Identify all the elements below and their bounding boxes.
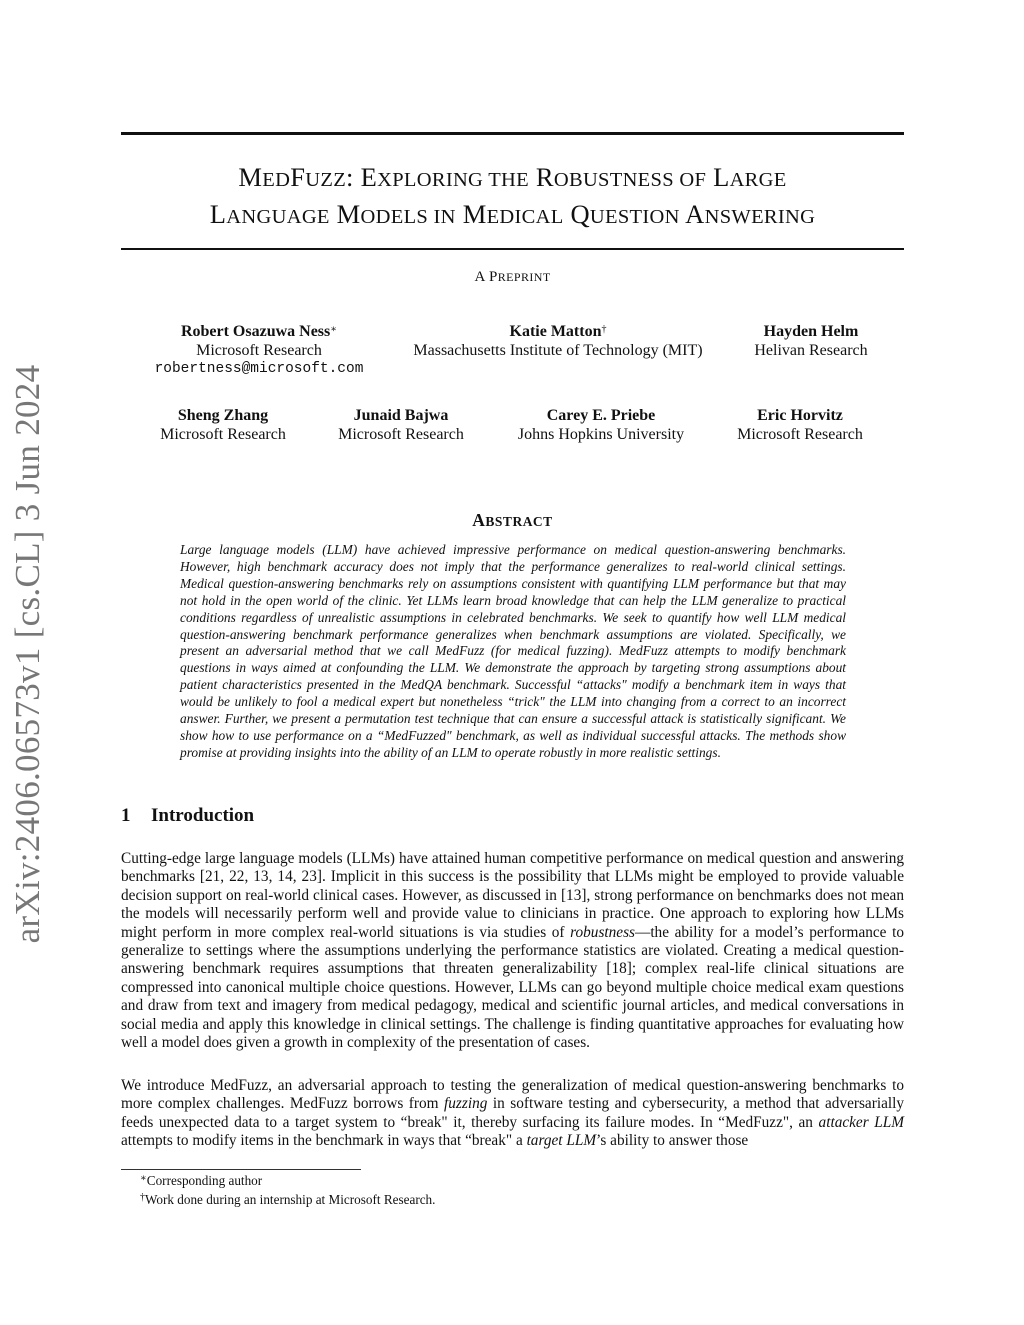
text-run: ’s ability to answer those — [596, 1132, 749, 1150]
title-seg: F — [290, 162, 306, 192]
text-run: in software testing and cybersecurity, a method that adversarially feeds unexpected data to a target system to “break" it, thereby surfacing its failure modes. In “MedFuzz", an — [121, 1095, 905, 1131]
title-seg: XPLORING THE — [377, 169, 529, 191]
text-run: —the ability for a model’s performance to generalize to settings where the assumptions underlying the performance statistics are violated. Creating a medical question-answering benchmark requires assumptions that threaten generalizability [18]; complex real-life clinical situations are compressed into canonical multiple choice questions. However, LLMs can go beyond multiple choice medical exam questions and draw from text and imagery from medical pedagogy, medical and scientific journal articles, and medical conversations in social media and apply this knowledge in clinical settings. The challenge is finding quantitative approaches for evaluating how well a model does given a growth in complexity of the presentation of cases. — [121, 923, 904, 1052]
author-block — [144, 323, 374, 379]
author-block — [724, 407, 876, 444]
title-seg: ANGUAGE — [226, 206, 330, 228]
author-block — [742, 323, 880, 360]
abstract-heading-seg: BSTRACT — [485, 514, 553, 529]
author-affiliation: Helivan Research — [754, 341, 868, 359]
abstract-text: Large language models (LLM) have achieved impressive performance on medical question-answering benchmarks. However, high benchmark accuracy does not imply that the performance generalizes to real-world clinical settings. Medical question-answering benchmarks rely on assumptions consistent with quantifying LLM performance but that may not hold in the open world of the clinic. Yet LLMs learn broad knowledge that can help the LLM generalize to practical conditions regardless of unrealistic assumptions in celebrated benchmarks. We seek to quantify how well LLM medical question-answering benchmark performance generalizes when benchmark assumptions are violated. Specifically, we present an adversarial method that we call MedFuzz (for medical fuzzing). MedFuzz attempts to modify benchmark questions in ways aimed at confounding the LLM. We demonstrate the approach by targeting strong assumptions about patient characteristics presented in the MedQA benchmark. Successful “attacks" modify a benchmark item in ways that would be unlikely to fool a medical expert but nonetheless “trick" the LLM into changing from a correct to an incorrect answer. Further, we present a permutation test technique that can ensure a successful attack is statistically significant. We show how to use performance on a “MedFuzzed" benchmark, as well as individual successful attacks. The methods show promise at providing insights into the ability of an LLM to operate robustly in more realistic settings. — [180, 542, 846, 760]
preprint-seg: REPRINT — [497, 270, 551, 284]
author-name: Robert Osazuwa Ness — [180, 323, 331, 340]
title-seg: ARGE — [729, 169, 787, 191]
title-seg: EDICAL — [486, 206, 564, 228]
author-affiliation: Microsoft Research — [737, 425, 863, 443]
footnote — [140, 1192, 435, 1208]
title-seg: ODELS IN — [360, 206, 456, 228]
arxiv-side-stamp: arXiv:2406.06573v1 [cs.CL] 3 Jun 2024 — [8, 364, 47, 944]
text-emphasis: fuzzing — [444, 1095, 488, 1113]
text-emphasis: target LLM — [526, 1132, 597, 1150]
text-run: We introduce MedFuzz, an adversarial approach to testing the generalization of medical question-answering benchmarks to more complex challenges. MedFuzz borrows from — [121, 1077, 904, 1113]
preprint-seg: A — [474, 269, 489, 285]
title-seg: R — [528, 162, 554, 192]
footnote-mark: † — [140, 1192, 145, 1203]
title-seg: M — [238, 162, 263, 192]
intro-paragraph-1 — [121, 850, 904, 1052]
title-seg: A — [679, 199, 705, 229]
text-run: Cutting-edge large language models (LLMs) have attained human competitive performance on medical question and answering benchmarks [21, 22, 13, 14, 23]. Implicit in this success is the possibility that LLMs might be employed to provide valuable decision support on real-world clinical cases. However, as discussed in [13], strong performance on benchmarks does not mean the models will necessarily perform well and provide value to clinicians in practice. One approach to exploring how LLMs might perform in more complex real-world situations is via studies of — [121, 850, 904, 941]
footnote-text: Corresponding author — [146, 1173, 263, 1188]
author-block — [500, 407, 702, 444]
section-title: Introduction — [151, 805, 255, 826]
title-seg: Q — [563, 199, 590, 229]
title-seg: M — [329, 199, 361, 229]
author-name: Junaid Bajwa — [353, 407, 449, 424]
author-affiliation: Microsoft Research — [338, 425, 464, 443]
footnote — [140, 1173, 262, 1189]
preprint-seg: P — [489, 269, 498, 285]
title-seg: L — [209, 199, 227, 229]
title-line-2 — [121, 197, 904, 234]
author-affiliation: Massachusetts Institute of Technology (MIT) — [413, 341, 703, 359]
title-top-rule — [121, 132, 904, 135]
footnote-text: Work done during an internship at Microsoft Research. — [145, 1192, 436, 1207]
author-affiliation: Microsoft Research — [196, 341, 322, 359]
title-seg: L — [706, 162, 730, 192]
author-block — [148, 407, 298, 444]
footnote-mark: ∗ — [140, 1173, 147, 1184]
footnote-mark: † — [601, 324, 607, 335]
title-seg: UZZ — [305, 169, 347, 191]
title-line-1 — [121, 160, 904, 197]
author-affiliation: Johns Hopkins University — [517, 425, 685, 443]
text-emphasis: attacker LLM — [818, 1113, 905, 1131]
title-seg: NSWERING — [704, 206, 816, 228]
title-seg: : E — [346, 162, 378, 192]
author-name: Hayden Helm — [763, 323, 859, 340]
title-bottom-rule — [121, 248, 904, 250]
abstract-heading-seg: A — [472, 510, 486, 530]
preprint-label — [121, 269, 904, 286]
author-name: Sheng Zhang — [177, 407, 269, 424]
section-heading — [121, 805, 254, 827]
abstract-heading — [121, 510, 904, 531]
title-seg: UESTION — [589, 206, 680, 228]
title-seg: OBUSTNESS OF — [553, 169, 707, 191]
title-seg: M — [455, 199, 487, 229]
intro-paragraph-2 — [121, 1077, 904, 1151]
author-affiliation: Microsoft Research — [160, 425, 286, 443]
author-email[interactable]: robertness@microsoft.com — [154, 361, 364, 377]
footnote-mark: ∗ — [330, 324, 338, 335]
author-name: Katie Matton — [509, 323, 602, 340]
text-run: attempts to modify items in the benchmark in ways that “break" a — [121, 1132, 527, 1150]
author-block — [398, 323, 718, 360]
author-name: Eric Horvitz — [757, 407, 843, 424]
footnote-rule — [121, 1169, 361, 1170]
author-block — [326, 407, 476, 444]
section-number: 1 — [121, 805, 131, 826]
title-seg: ED — [262, 169, 291, 191]
paper-title — [121, 160, 904, 234]
author-name: Carey E. Priebe — [546, 407, 656, 424]
text-emphasis: robustness — [570, 923, 636, 941]
